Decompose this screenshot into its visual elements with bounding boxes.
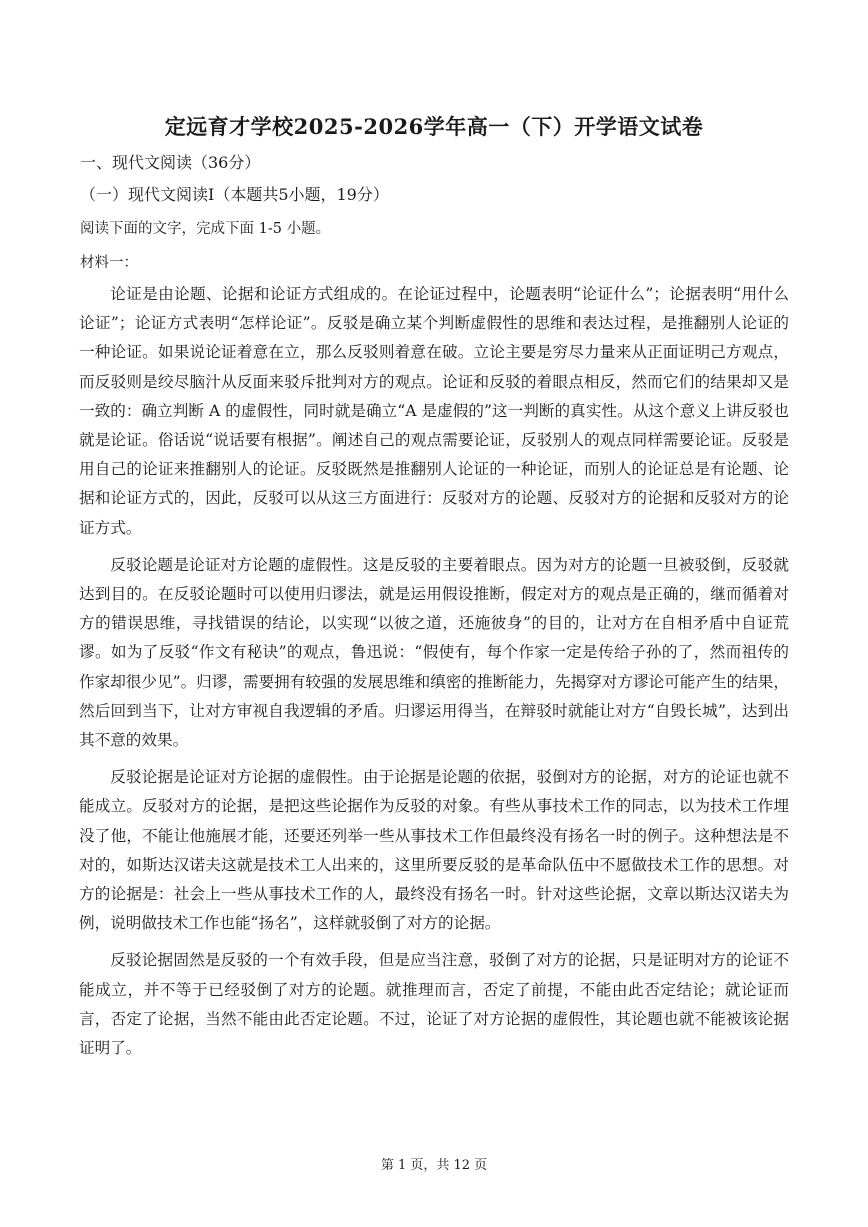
sub-section-heading: （一）现代文阅读Ⅰ（本题共5小题，19分） [80, 185, 389, 204]
section-heading: 一、现代文阅读（36分） [80, 153, 261, 172]
passage-body [79, 280, 789, 1071]
passage-paragraph: 反驳论据固然是反驳的一个有效手段，但是应当注意，驳倒了对方的论据，只是证明对方的论证不能成立，并不等于已经驳倒了对方的论题。就推理而言，否定了前提，不能由此否定结论；就论证而言，否定了论据，当然不能由此否定论题。不过，论证了对方论据的虚假性，其论题也就不能被该论据证明了。 [79, 951, 789, 1058]
material-label: 材料一： [80, 255, 138, 271]
passage-paragraph: 反驳论题是论证对方论题的虚假性。这是反驳的主要着眼点。因为对方的论题一旦被驳倒，反驳就达到目的。在反驳论题时可以使用归谬法，就是运用假设推断，假定对方的观点是正确的，继而循着对方的错误思维，寻找错误的结论，以实现“以彼之道，还施彼身”的目的，让对方在自相矛盾中自证荒谬。如为了反驳“作文有秘诀”的观点，鲁迅说：“假使有，每个作家一定是传给子孙的了，然而祖传的作家却很少见”。归谬，需要拥有较强的发展思维和缜密的推断能力，先揭穿对方谬论可能产生的结果，然后回到当下，让对方审视自我逻辑的矛盾。归谬运用得当，在辩驳时就能让对方“自毁长城”，达到出其不意的效果。 [79, 555, 789, 750]
exam-title: 定远育才学校2025-2026学年高一（下）开学语文试卷 [164, 114, 704, 139]
reading-instruction: 阅读下面的文字，完成下面 1-5 小题。 [80, 221, 331, 237]
passage-paragraph: 论证是由论题、论据和论证方式组成的。在论证过程中，论题表明“论证什么”；论据表明“用什么论证”；论证方式表明“怎样论证”。反驳是确立某个判断虚假性的思维和表达过程，是推翻别人论证的一种论证。如果说论证着意在立，那么反驳则着意在破。立论主要是穷尽力量来从正面证明己方观点，而反驳则是绞尽脑汁从反面来驳斥批判对方的观点。论证和反驳的着眼点相反，然而它们的结果却又是一致的：确立判断 A 的虚假性，同时就是确立“A 是虚假的”这一判断的真实性。从这个意义上讲反驳也就是论证。俗话说“说话要有根据”。阐述自己的观点需要论证，反驳别人的观点同样需要论证。反驳是用自己的论证来推翻别人的论证。反驳既然是推翻别人论证的一种论证，而别人的论证总是有论题、论据和论证方式的，因此，反驳可以从这三方面进行：反驳对方的论题、反驳对方的论据和反驳对方的论证方式。 [79, 285, 789, 537]
page-number-footer: 第 1 页，共 12 页 [380, 1158, 488, 1173]
passage-paragraph: 反驳论据是论证对方论据的虚假性。由于论据是论题的依据，驳倒对方的论据，对方的论证也就不能成立。反驳对方的论据，是把这些论据作为反驳的对象。有些从事技术工作的同志，以为技术工作埋没了他，不能让他施展才能，还要还列举一些从事技术工作但最终没有扬名一时的例子。这种想法是不对的，如斯达汉诺夫这就是技术工人出来的，这里所要反驳的是革命队伍中不愿做技术工作的思想。对方的论据是：社会上一些从事技术工作的人，最终没有扬名一时。针对这些论据，文章以斯达汉诺夫为例，说明做技术工作也能“扬名”，这样就驳倒了对方的论据。 [79, 768, 789, 933]
